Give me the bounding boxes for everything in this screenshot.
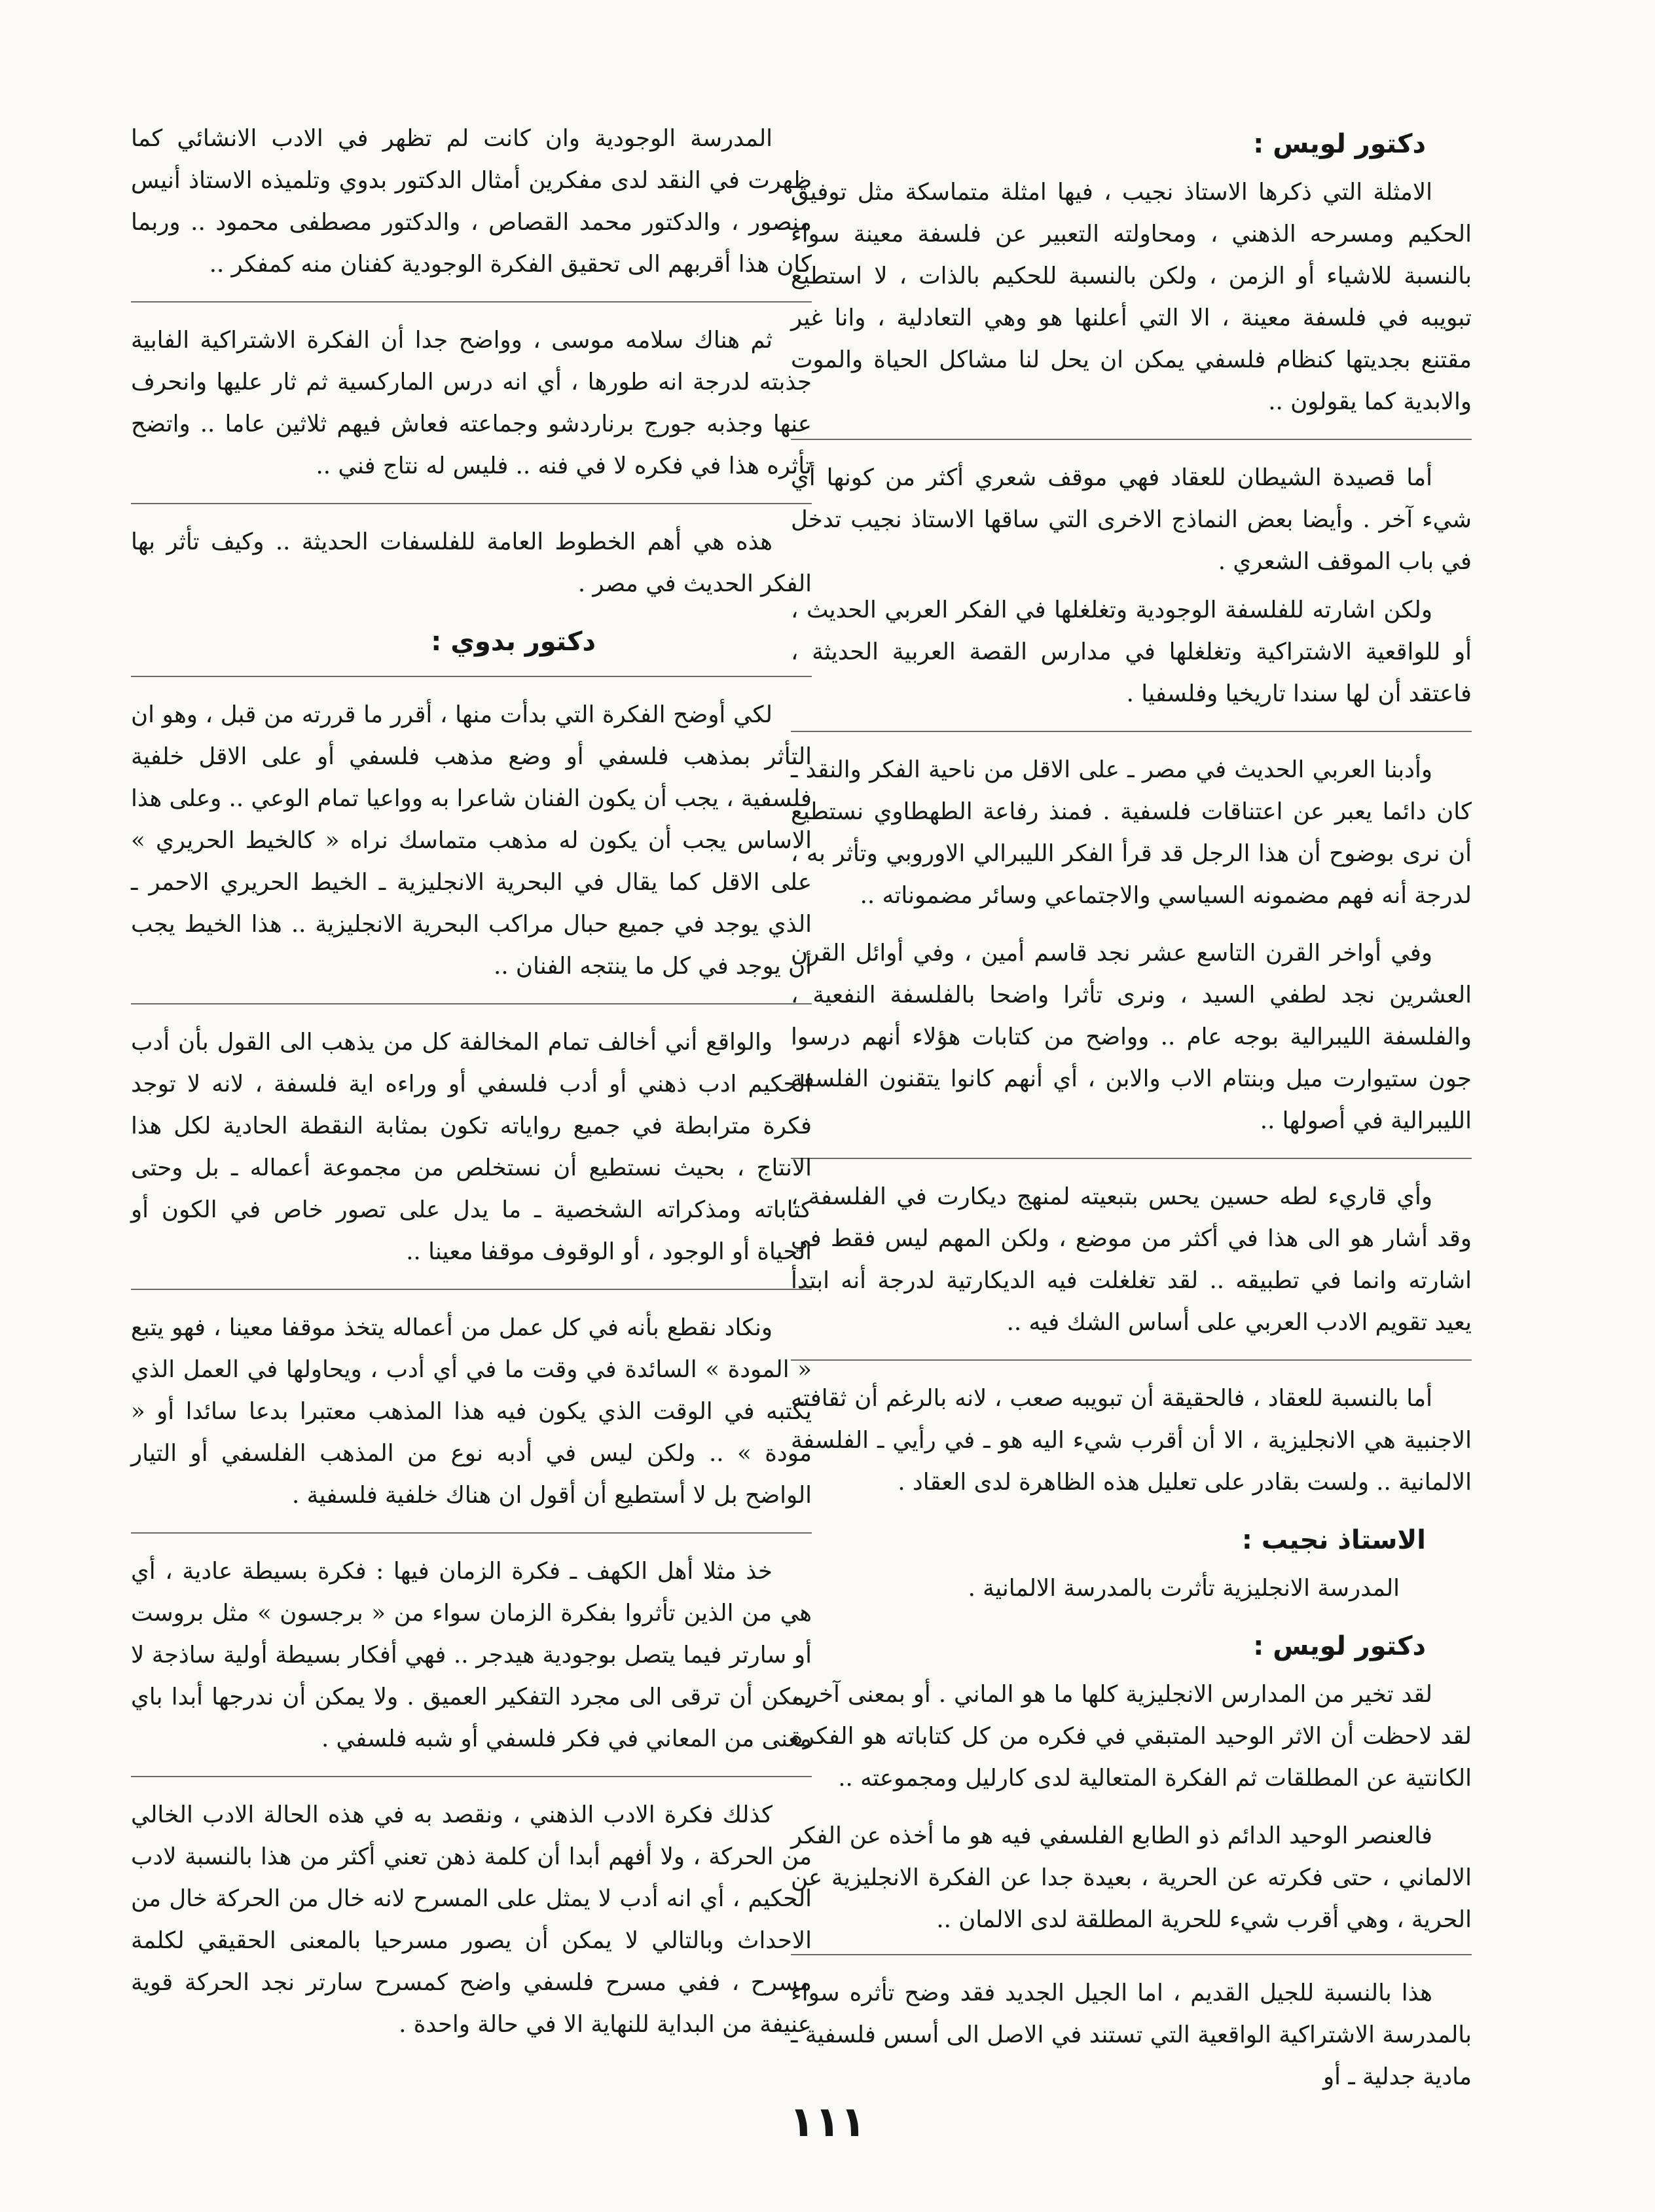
paragraph: المدرسة الانجليزية تأثرت بالمدرسة الالمانية . (968, 1575, 1400, 1602)
speaker-heading-badawi: دكتور بدوي : (431, 627, 596, 657)
paragraph: ثم هناك سلامه موسى ، وواضح جدا أن الفكرة الاشتراكية الفابية جذبته لدرجة انه طورها ، أي انه درس الماركسية ثم ثار عليها وانحرف عنها وجذبه جورج برناردشو وجماعته فعاش فيهم ثلاثين عاما .. واتضح تأثره هذا في فكره لا في فنه .. فليس له نتاج فني .. (131, 327, 812, 479)
paragraph: هذه هي أهم الخطوط العامة للفلسفات الحديثة .. وكيف تأثر بها الفكر الحديث في مصر . (131, 528, 812, 597)
divider (131, 1776, 812, 1777)
divider (791, 731, 1472, 732)
divider (791, 1359, 1472, 1361)
divider (131, 676, 812, 677)
divider (131, 1003, 812, 1005)
page-number: ١١١ (789, 2098, 866, 2147)
paragraph: أما بالنسبة للعقاد ، فالحقيقة أن تبويبه صعب ، لانه بالرغم أن ثقافته الاجنبية هي الانجليزية ، الا أن أقرب شيء اليه هو ـ في رأيي ـ الفلسفة الالمانية .. ولست بقادر على تعليل هذه الظاهرة لدى العقاد . (791, 1385, 1472, 1496)
paragraph: وأي قاريء لطه حسين يحس بتبعيته لمنهج ديكارت في الفلسفة ، وقد أشار هو الى هذا في أكثر من موضع ، ولكن المهم ليس فقط في اشارته وانما في تطبيقه .. لقد تغلغلت فيه الديكارتية لدرجة أنه ابتدأ يعيد تقويم الادب العربي على أساس الشك فيه .. (791, 1183, 1472, 1336)
paragraph: ولكن اشارته للفلسفة الوجودية وتغلغلها في الفكر العربي الحديث ، أو للواقعية الاشتراكية وتغلغلها في مدارس القصة العربية الحديثة ، فاعتقد أن لها سندا تاريخيا وفلسفيا . (791, 597, 1472, 707)
paragraph: ونكاد نقطع بأنه في كل عمل من أعماله يتخذ موقفا معينا ، فهو يتبع « المودة » السائدة في وقت ما في أي أدب ، ويحاولها في العمل الذي يكتبه في الوقت الذي يكون فيه هذا المذهب معتبرا بدعا سائدا أو « مودة » .. ولكن ليس في أدبه نوع من المذهب الفلسفي أو التيار الواضح بل لا أستطيع أن أقول ان هناك خلفية فلسفية . (131, 1314, 812, 1509)
paragraph: لقد تخير من المدارس الانجليزية كلها ما هو الماني . أو بمعنى آخر ، لقد لاحظت أن الاثر الوحيد المتبقي في فكره من كل كتاباته هو الفكرة الكانتية عن المطلقات ثم الفكرة المتعالية لدى كارليل ومجموعته .. (791, 1681, 1472, 1792)
divider (791, 1158, 1472, 1159)
paragraph: لكي أوضح الفكرة التي بدأت منها ، أقرر ما قررته من قبل ، وهو ان التأثر بمذهب فلسفي أو وضع مذهب فلسفي أو على الاقل خلفية فلسفية ، يجب أن يكون الفنان شاعرا به وواعيا تمام الوعي .. وعلى هذا الاساس يجب أن يكون له مذهب متماسك نراه « كالخيط الحريري » على الاقل كما يقال في البحرية الانجليزية ـ الخيط الحريري الاحمر ـ الذي يوجد في جميع حبال مراكب البحرية الانجليزية .. هذا الخيط يجب أن يوجد في كل ما ينتجه الفنان .. (131, 701, 812, 980)
divider (131, 503, 812, 504)
paragraph: الامثلة التي ذكرها الاستاذ نجيب ، فيها امثلة متماسكة مثل توفيق الحكيم ومسرحه الذهني ، ومحاولته التعبير عن فلسفة معينة سواء بالنسبة للاشياء أو الزمن ، ولكن بالنسبة للحكيم بالذات ، لا استطيع تبويبه في فلسفة معينة ، الا التي أعلنها هو وهي التعادلية ، وانا غير مقتنع بجديتها كنظام فلسفي يمكن ان يحل لنا مشاكل الحياة والموت والابدية كما يقولون .. (791, 179, 1472, 415)
speaker-heading-naguib: الاستاذ نجيب : (1241, 1525, 1426, 1555)
speaker-heading-louis-2: دكتور لويس : (1253, 1631, 1426, 1661)
paragraph: وفي أواخر القرن التاسع عشر نجد قاسم أمين ، وفي أوائل القرن العشرين نجد لطفي السيد ، ونرى تأثرا واضحا بالفلسفة النفعية ، والفلسفة الليبرالية بوجه عام .. وواضح من كتابات هؤلاء أنهم درسوا جون ستيوارت ميل وبنتام الاب والابن ، أي أنهم كانوا يتقنون الفلسفة الليبرالية في أصولها .. (791, 940, 1472, 1134)
paragraph: هذا بالنسبة للجيل القديم ، اما الجيل الجديد فقد وضح تأثره سواء بالمدرسة الاشتراكية الواقعية التي تستند في الاصل الى أسس فلسفية ـ مادية جدلية ـ أو (791, 1980, 1472, 2090)
divider (791, 439, 1472, 440)
divider (131, 1532, 812, 1534)
divider (791, 1954, 1472, 1955)
paragraph: والواقع أني أخالف تمام المخالفة كل من يذهب الى القول بأن أدب الحكيم ادب ذهني أو أدب فلسفي أو وراءه اية فلسفة ، لانه لا توجد فكرة مترابطة في جميع رواياته تكون بمثابة النقطة الحادية لكل هذا الانتاج ، بحيث نستطيع أن نستخلص من مجموعة أعماله ـ بل وحتى كتاباته ومذكراته الشخصية ـ ما يدل على تصور خاص في الكون أو الحياة أو الوجود ، أو الوقوف موقفا معينا .. (131, 1029, 812, 1265)
speaker-heading-louis-1: دكتور لويس : (1253, 129, 1426, 159)
paragraph: كذلك فكرة الادب الذهني ، ونقصد به في هذه الحالة الادب الخالي من الحركة ، ولا أفهم أبدا أن كلمة ذهن تعني أكثر من هذا بالنسبة لادب الحكيم ، أي انه أدب لا يمثل على المسرح لانه خال من الحركة خال من الاحداث وبالتالي لا يمكن أن يصور مسرحيا بالمعنى الحقيقي لكلمة مسرح ، ففي مسرح فلسفي واضح كمسرح سارتر نجد الحركة قوية عنيفة من البداية للنهاية الا في حالة واحدة . (131, 1801, 812, 2038)
paragraph: فالعنصر الوحيد الدائم ذو الطابع الفلسفي فيه هو ما أخذه عن الفكر الالماني ، حتى فكرته عن الحرية ، بعيدة جدا عن الفكرة الانجليزية عن الحرية ، وهي أقرب شيء للحرية المطلقة لدى الالمان .. (791, 1822, 1472, 1933)
paragraph: وأدبنا العربي الحديث في مصر ـ على الاقل من ناحية الفكر والنقد ـ كان دائما يعبر عن اعتناقات فلسفية . فمنذ رفاعة الطهطاوي نستطيع أن نرى بوضوح أن هذا الرجل قد قرأ الفكر الليبرالي الاوروبي وتأثر به ، لدرجة أنه فهم مضمونه السياسي والاجتماعي وسائر مضموناته .. (791, 756, 1472, 909)
paragraph: المدرسة الوجودية وان كانت لم تظهر في الادب الانشائي كما ظهرت في النقد لدى مفكرين أمثال الدكتور بدوي وتلميذه الاستاذ أنيس منصور ، والدكتور محمد القصاص ، والدكتور مصطفى محمود .. وربما كان هذا أقربهم الى تحقيق الفكرة الوجودية كفنان منه كمفكر .. (131, 125, 812, 278)
paragraph: أما قصيدة الشيطان للعقاد فهي موقف شعري أكثر من كونها أي شيء آخر . وأيضا بعض النماذج الاخرى التي ساقها الاستاذ نجيب تدخل في باب الموقف الشعري . (791, 464, 1472, 575)
left-column (131, 118, 812, 2061)
paragraph: خذ مثلا أهل الكهف ـ فكرة الزمان فيها : فكرة بسيطة عادية ، أي هي من الذين تأثروا بفكرة الزمان سواء من « برجسون » مثل بروست أو سارتر فيما يتصل بوجودية هيدجر .. فهي أفكار بسيطة أولية ساذجة لا يمكن أن ترقى الى مجرد التفكير العميق . ولا يمكن أن ندرجها أبدا باي معنى من المعاني في فكر فلسفي أو شبه فلسفي . (131, 1558, 812, 1752)
right-column (791, 118, 1472, 2114)
divider (131, 1289, 812, 1290)
divider (131, 301, 812, 303)
